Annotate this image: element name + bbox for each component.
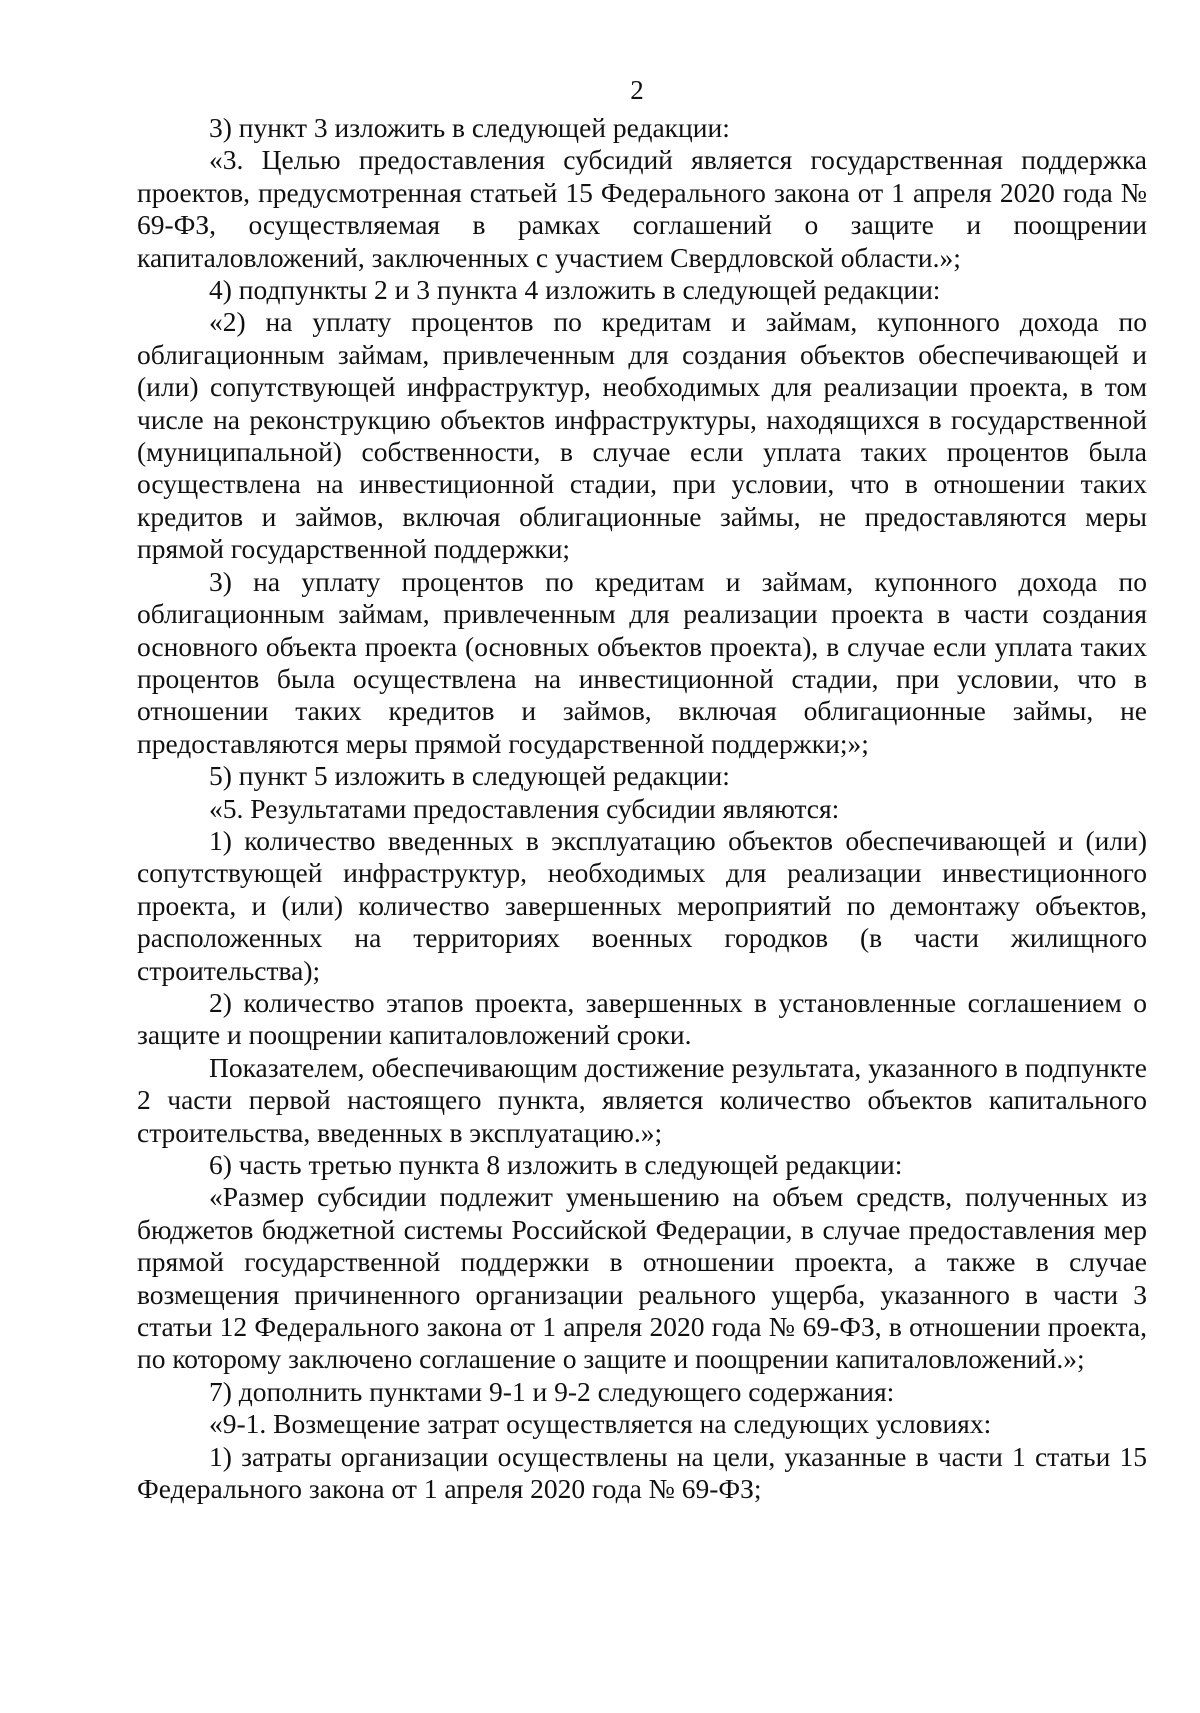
paragraph-subsidy-purpose: «3. Целью предоставления субсидий является государственная поддержка проектов, предусмотренная статьей 15 Федерального закона от 1 апреля 2020 года № 69-ФЗ, осуществляемая в рамках соглашений о защите и поощрении капиталовложений, заключенных с участием Свердловской области.»; bbox=[137, 144, 1147, 273]
page-number: 2 bbox=[630, 75, 644, 105]
paragraph-result-2: 2) количество этапов проекта, завершенных в установленные соглашением о защите и поощрении капиталовложений сроки. bbox=[137, 986, 1147, 1051]
paragraph-subsidy-reduction: «Размер субсидии подлежит уменьшению на объем средств, полученных из бюджетов бюджетной системы Российской Федерации, в случае предоставления мер прямой государственной поддержки в отношении проекта, а также в случае возмещения причиненного организации реального ущерба, указанного в части 3 статьи 12 Федерального закона от 1 апреля 2020 года № 69-ФЗ, в отношении проекта, по которому заключено соглашение о защите и поощрении капиталовложений.»; bbox=[137, 1181, 1147, 1375]
paragraph-item-4-header: 4) подпункты 2 и 3 пункта 4 изложить в следующей редакции: bbox=[209, 274, 941, 306]
paragraph-condition-1: 1) затраты организации осуществлены на цели, указанные в части 1 статьи 15 Федерального закона от 1 апреля 2020 года № 69-ФЗ; bbox=[137, 1440, 1147, 1505]
paragraph-result-1: 1) количество введенных в эксплуатацию объектов обеспечивающей и (или) сопутствующей инфраструктур, необходимых для реализации инвестиционного проекта, и (или) количество завершенных мероприятий по демонтажу объектов, расположенных на территориях военных городков (в части жилищного строительства); bbox=[137, 824, 1147, 986]
paragraph-subitem-3: 3) на уплату процентов по кредитам и займам, купонного дохода по облигационным займам, привлеченным для реализации проекта в части создания основного объекта проекта (основных объектов проекта), в случае если уплата таких процентов была осуществлена на инвестиционной стадии, при условии, что в отношении таких кредитов и займов, включая облигационные займы, не предоставляются меры прямой государственной поддержки;»; bbox=[137, 565, 1147, 759]
paragraph-subitem-2: «2) на уплату процентов по кредитам и займам, купонного дохода по облигационным займам, привлеченным для создания объектов обеспечивающей и (или) сопутствующей инфраструктур, необходимых для реализации проекта, в том числе на реконструкцию объектов инфраструктуры, находящихся в государственной (муниципальной) собственности, в случае если уплата таких процентов была осуществлена на инвестиционной стадии, при условии, что в отношении таких кредитов и займов, включая облигационные займы, не предоставляются меры прямой государственной поддержки; bbox=[137, 306, 1147, 565]
paragraph-results-intro: «5. Результатами предоставления субсидии являются: bbox=[209, 792, 840, 824]
paragraph-item-9-1: «9-1. Возмещение затрат осуществляется на следующих условиях: bbox=[209, 1408, 992, 1440]
paragraph-indicator: Показателем, обеспечивающим достижение результата, указанного в подпункте 2 части первой настоящего пункта, является количество объектов капитального строительства, введенных в эксплуатацию.»; bbox=[137, 1051, 1147, 1148]
paragraph-item-3-header: 3) пункт 3 изложить в следующей редакции: bbox=[209, 112, 730, 143]
paragraph-item-6-header: 6) часть третью пункта 8 изложить в следующей редакции: bbox=[209, 1149, 903, 1180]
paragraph-item-5-header: 5) пункт 5 изложить в следующей редакции: bbox=[209, 760, 730, 792]
document-body bbox=[137, 112, 1147, 1505]
paragraph-item-7-header: 7) дополнить пунктами 9-1 и 9-2 следующего содержания: bbox=[209, 1375, 895, 1407]
